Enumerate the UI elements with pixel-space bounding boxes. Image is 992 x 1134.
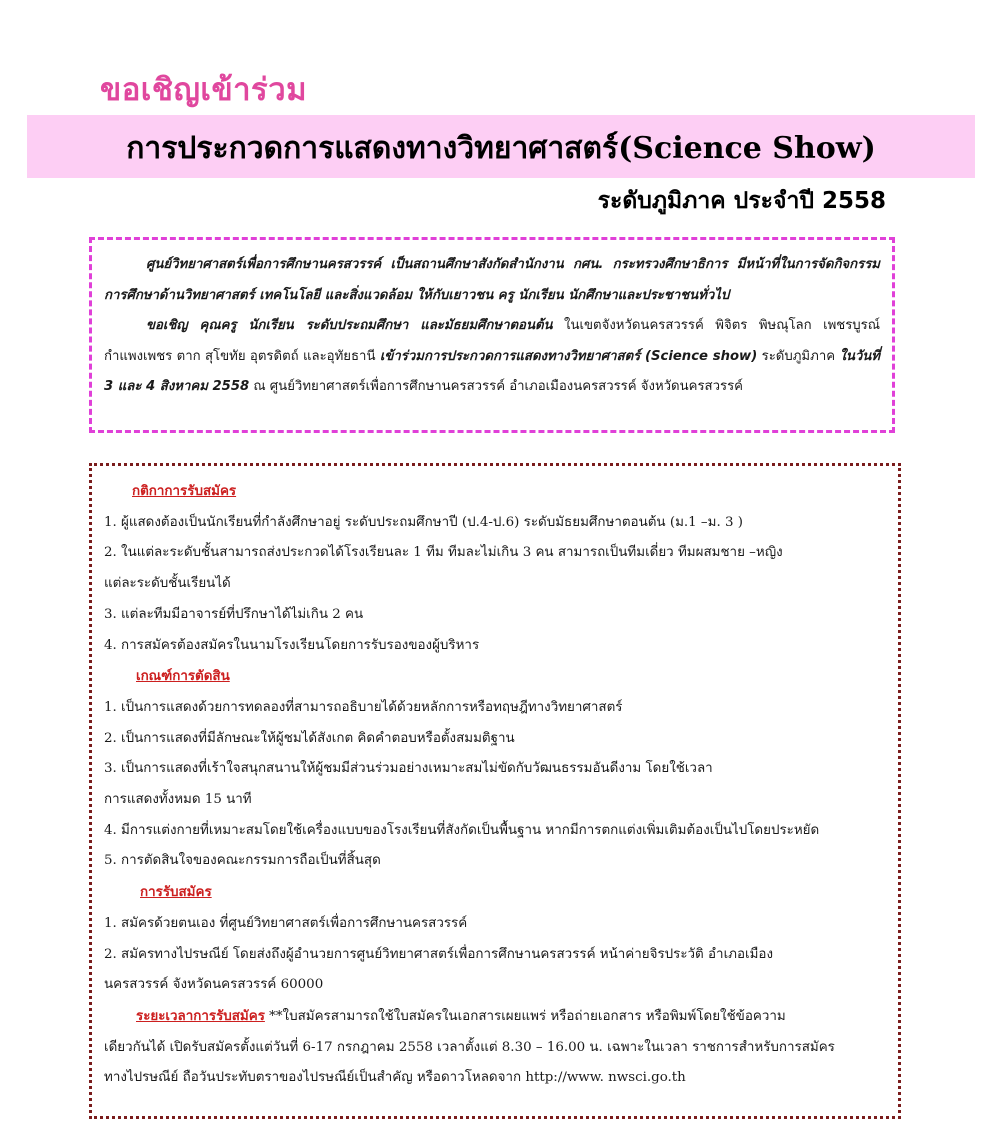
- title-banner: [27, 115, 975, 178]
- level-subtitle: ระดับภูมิภาค ประจำปี 2558: [597, 188, 886, 214]
- rules-item: 1. ผู้แสดงต้องเป็นนักเรียนที่กำลังศึกษาอยู่ ระดับประถมศึกษาปี (ป.4-ป.6) ระดับมัธยมศึกษาตอนต้น (ม.1 –ม. 3 ): [104, 514, 743, 530]
- intro-p2-invite: ขอเชิญ คุณครู นักเรียน ระดับประถมศึกษา และมัธยมศึกษาตอนต้น: [146, 318, 553, 333]
- rules-item: 3. แต่ละทีมมีอาจารย์ที่ปรึกษาได้ไม่เกิน 2 คน: [104, 606, 364, 622]
- intro-p2-date: ในวันที่ 3 และ 4 สิงหาคม 2558: [104, 348, 881, 394]
- intro-p1-text: ศูนย์วิทยาศาสตร์เพื่อการศึกษานครสวรรค์ เป็นสถานศึกษาสังกัดสำนักงาน กศน. กระทรวงศึกษาธิการ มีหน้าที่ในการจัดกิจกรรมการศึกษาด้านวิทยาศาสตร์ เทคโนโลยี และสิ่งแวดล้อม ให้กับเยาวชน ครู นักเรียน นักศึกษาและประชาชนทั่วไป: [104, 257, 880, 303]
- rules-heading: กติกาการรับสมัคร: [132, 483, 237, 499]
- intro-p2-venue: ณ ศูนย์วิทยาศาสตร์เพื่อการศึกษานครสวรรค์ อำเภอเมืองนครสวรรค์ จังหวัดนครสวรรค์: [249, 379, 743, 394]
- invite-heading: ขอเชิญเข้าร่วม: [100, 72, 308, 108]
- rules-item: แต่ละระดับชั้นเรียนได้: [104, 576, 231, 592]
- intro-box: [89, 237, 895, 433]
- intro-paragraph-2: [104, 311, 880, 403]
- period-note: **ใบสมัครสามารถใช้ใบสมัครในเอกสารเผยแพร่ หรือถ่ายเอกสาร หรือพิมพ์โดยใช้ข้อความ: [264, 1008, 786, 1024]
- apply-heading-row: [104, 877, 884, 909]
- criteria-heading: เกณฑ์การตัดสิน: [136, 668, 230, 685]
- intro-p2-level: ระดับภูมิภาค: [757, 348, 840, 364]
- criteria-heading-row: [104, 661, 884, 693]
- period-row: [104, 1001, 884, 1033]
- criteria-item: 1. เป็นการแสดงด้วยการทดลองที่สามารถอธิบายได้ด้วยหลักการหรือทฤษฎีทางวิทยาศาสตร์: [104, 699, 623, 715]
- rules-item: 2. ในแต่ละระดับชั้นสามารถส่งประกวดได้โรงเรียนละ 1 ทีม ทีมละไม่เกิน 3 คน สามารถเป็นทีมเดี่ยว ทีมผสมชาย –หญิง: [104, 545, 783, 561]
- rules-item: 4. การสมัครต้องสมัครในนามโรงเรียนโดยการรับรองของผู้บริหาร: [104, 637, 480, 653]
- intro-p2-event: เข้าร่วมการประกวดการแสดงทางวิทยาศาสตร์ (Science show): [379, 348, 758, 364]
- criteria-item: 2. เป็นการแสดงที่มีลักษณะให้ผู้ชมได้สังเกต คิดคำตอบหรือตั้งสมมติฐาน: [104, 730, 515, 746]
- period-heading: ระยะเวลาการรับสมัคร: [136, 1007, 265, 1024]
- details-box: [89, 463, 901, 1119]
- document-title: การประกวดการแสดงทางวิทยาศาสตร์(Science Show): [126, 131, 876, 166]
- criteria-item: การแสดงทั้งหมด 15 นาที: [104, 792, 252, 808]
- apply-item: 1. สมัครด้วยตนเอง ที่ศูนย์วิทยาศาสตร์เพื่อการศึกษานครสวรรค์: [104, 915, 468, 931]
- apply-item: 2. สมัครทางไปรษณีย์ โดยส่งถึงผู้อำนวยการศูนย์วิทยาศาสตร์เพื่อการศึกษานครสวรรค์ หน้าค่ายจิรประวัติ อำเภอเมือง: [104, 946, 773, 962]
- criteria-item: 3. เป็นการแสดงที่เร้าใจสนุกสนานให้ผู้ชมมีส่วนร่วมอย่างเหมาะสมไม่ขัดกับวัฒนธรรมอันดีงาม โดยใช้เวลา: [104, 761, 713, 777]
- intro-p2-provinces: ในเขตจังหวัดนครสวรรค์ พิจิตร พิษณุโลก เพชรบูรณ์ กำแพงเพชร ตาก สุโขทัย อุตรดิตถ์ และอุทัยธานี: [104, 318, 880, 364]
- criteria-item: 4. มีการแต่งกายที่เหมาะสมโดยใช้เครื่องแบบของโรงเรียนที่สังกัดเป็นพื้นฐาน หากมีการตกแต่งเพิ่มเติมต้องเป็นไปโดยประหยัด: [104, 822, 820, 838]
- period-line: เดียวกันได้ เปิดรับสมัครตั้งแต่วันที่ 6-17 กรกฎาคม 2558 เวลาตั้งแต่ 8.30 – 16.00 น. เฉพาะในเวลา ราชการสำหรับการสมัคร: [104, 1039, 835, 1055]
- apply-item: นครสวรรค์ จังหวัดนครสวรรค์ 60000: [104, 977, 324, 993]
- intro-paragraph-1: [104, 250, 880, 311]
- rules-heading-row: [104, 476, 884, 508]
- apply-heading: การรับสมัคร: [140, 884, 212, 901]
- criteria-item: 5. การตัดสินใจของคณะกรรมการถือเป็นที่สิ้นสุด: [104, 853, 381, 869]
- period-line: ทางไปรษณีย์ ถือวันประทับตราของไปรษณีย์เป็นสำคัญ หรือดาวโหลดจาก http://www. nwsci.go.th: [104, 1070, 686, 1086]
